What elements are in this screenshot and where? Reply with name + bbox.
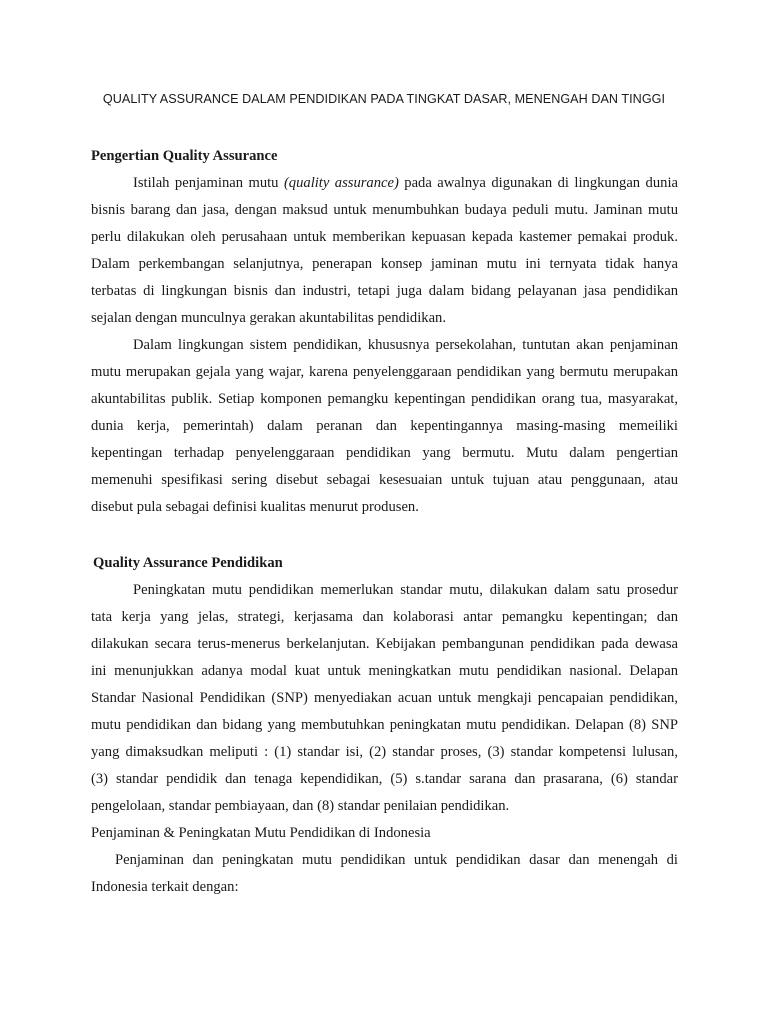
paragraph-line: Peningkatan mutu pendidikan memerlukan standar mutu, dilakukan dalam satu prosedur — [133, 582, 678, 598]
section-spacer — [91, 521, 678, 550]
paragraph-line: (3) standar pendidik dan tenaga kependidikan, (5) s.tandar sarana dan prasarana, (6) standar — [91, 771, 678, 787]
paragraph-line: akuntabilitas publik. Setiap komponen pemangku kepentingan pendidikan orang tua, masyarakat, — [91, 391, 678, 407]
paragraph-line: ini menunjukkan adanya modal kuat untuk meningkatkan mutu pendidikan nasional. Delapan — [91, 663, 678, 679]
paragraph-line: dunia kerja, pemerintah) dalam peranan dan kepentingannya masing-masing memeiliki — [91, 418, 678, 434]
paragraph-line: mutu pendidikan dan bidang yang membutuhkan peningkatan mutu pendidikan. Delapan (8) SNP — [91, 717, 678, 733]
document-body — [91, 143, 678, 901]
paragraph-line — [91, 170, 678, 197]
paragraph-line: Dalam perkembangan selanjutnya, penerapan konsep jaminan mutu ini ternyata tidak hanya — [91, 256, 678, 272]
section-heading-quality-assurance-pendidikan: Quality Assurance Pendidikan — [93, 555, 283, 571]
emphasis-text: (quality assurance) — [283, 175, 399, 191]
text-run: Istilah penjaminan mutu — [133, 175, 284, 191]
paragraph-line: perlu dilakukan oleh perusahaan untuk memberikan kepuasan kepada kastemer pemakai produk. — [91, 229, 678, 245]
section-heading-penjaminan: Penjaminan & Peningkatan Mutu Pendidikan di Indonesia — [91, 825, 431, 841]
paragraph-line: Penjaminan dan peningkatan mutu pendidikan untuk pendidikan dasar dan menengah di — [115, 852, 678, 868]
section-heading-pengertian: Pengertian Quality Assurance — [91, 148, 278, 164]
paragraph-line: pengelolaan, standar pembiayaan, dan (8) standar penilaian pendidikan. — [91, 798, 510, 814]
paragraph-line: yang dimaksudkan meliputi : (1) standar isi, (2) standar proses, (3) standar kompetensi lulusan, — [91, 744, 678, 760]
paragraph-line: dilakukan secara terus-menerus berkelanjutan. Kebijakan pembangunan pendidikan pada dewasa — [91, 636, 678, 652]
paragraph-line: Dalam lingkungan sistem pendidikan, khususnya persekolahan, tuntutan akan penjaminan — [133, 337, 678, 353]
paragraph-line: tata kerja yang jelas, strategi, kerjasama dan kolaborasi antar pemangku kepentingan; dan — [91, 609, 678, 625]
paragraph-line: disebut pula sebagai definisi kualitas menurut produsen. — [91, 499, 419, 515]
document-title: QUALITY ASSURANCE DALAM PENDIDIKAN PADA TINGKAT DASAR, MENENGAH DAN TINGGI — [102, 92, 666, 106]
paragraph-line: Standar Nasional Pendidikan (SNP) menyediakan acuan untuk mengkaji pencapaian pendidikan, — [91, 690, 678, 706]
paragraph-line: terbatas di lingkungan bisnis dan industri, tetapi juga dalam bidang pelayanan jasa pendidikan — [91, 283, 678, 299]
paragraph-line: memenuhi spesifikasi sering disebut sebagai kesesuaian untuk tujuan atau penggunaan, atau — [91, 472, 678, 488]
text-run: pada awalnya digunakan di lingkungan dunia — [398, 175, 678, 191]
paragraph-line: kepentingan terhadap penyelenggaraan pendidikan yang bermutu. Mutu dalam pengertian — [91, 445, 678, 461]
paragraph-line: Indonesia terkait dengan: — [91, 879, 239, 895]
paragraph-line: sejalan dengan munculnya gerakan akuntabilitas pendidikan. — [91, 310, 446, 326]
paragraph-line: bisnis barang dan jasa, dengan maksud untuk menumbuhkan budaya peduli mutu. Jaminan mutu — [91, 202, 678, 218]
paragraph-line: mutu merupakan gejala yang wajar, karena penyelenggaraan pendidikan yang bermutu merupakan — [91, 364, 678, 380]
